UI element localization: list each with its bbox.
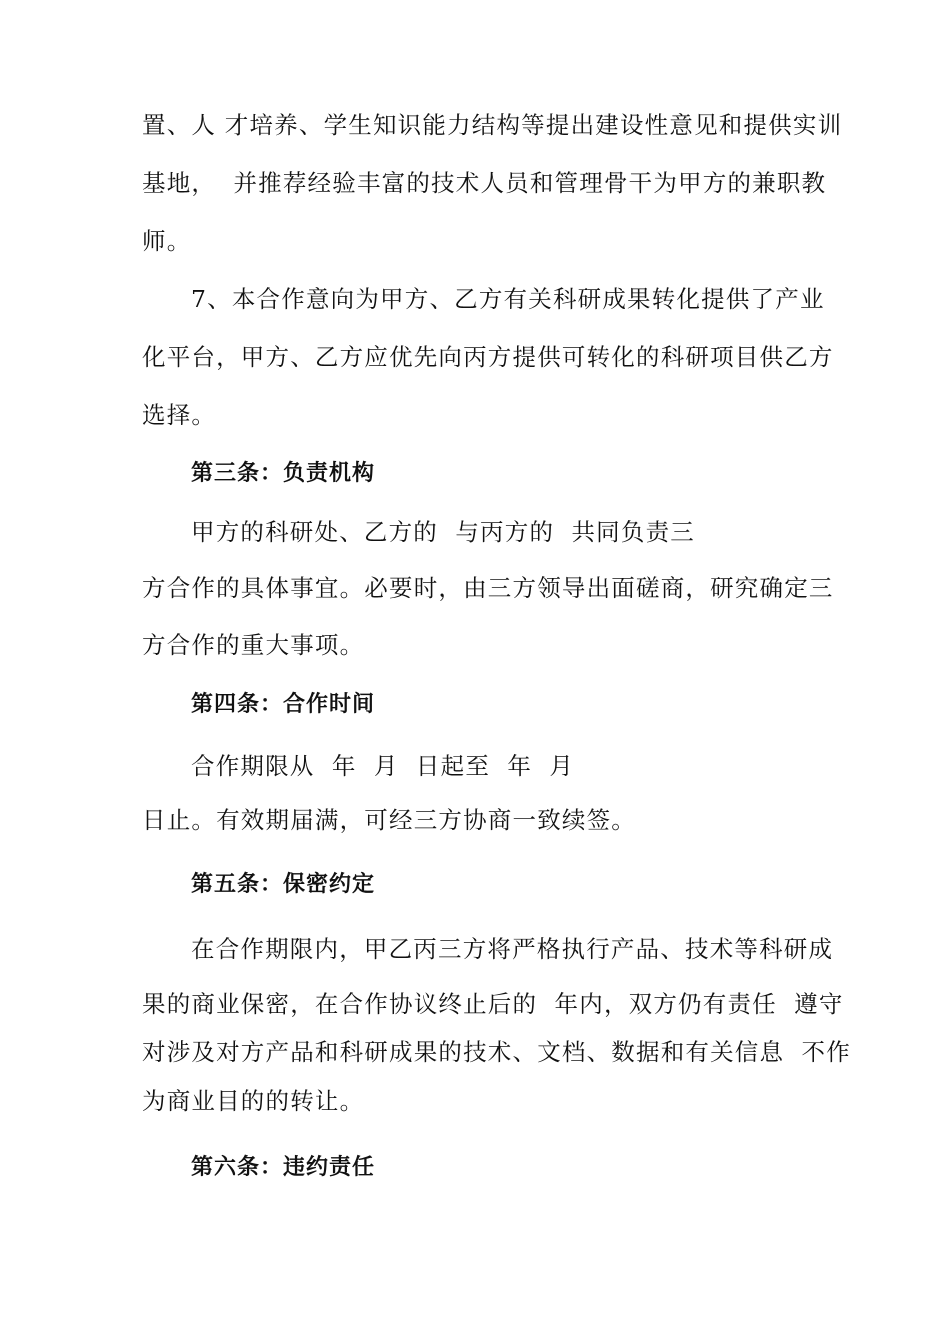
section-heading: 第三条：负责机构 xyxy=(191,461,376,486)
paragraph-line: 方合作的重大事项。 xyxy=(142,631,365,659)
paragraph-line: 选择。 xyxy=(142,401,217,429)
section-heading: 第四条：合作时间 xyxy=(191,692,376,717)
paragraph-line: 化平台，甲方、乙方应优先向丙方提供可转化的科研项目供乙方 xyxy=(142,343,834,371)
paragraph-line: 甲方的科研处、乙方的 与丙方的 共同负责三 xyxy=(191,518,695,546)
paragraph-line: 师。 xyxy=(142,227,192,255)
paragraph-line: 方合作的具体事宜。必要时，由三方领导出面磋商，研究确定三 xyxy=(142,574,834,602)
paragraph-line: 置、人 才培养、学生知识能力结构等提出建设性意见和提供实训 xyxy=(142,111,843,139)
paragraph-line: 为商业目的的转让。 xyxy=(142,1087,365,1115)
paragraph-line: 7、本合作意向为甲方、乙方有关科研成果转化提供了产业 xyxy=(191,285,825,313)
paragraph-line: 合作期限从 年 月 日起至 年 月 xyxy=(191,752,575,780)
section-heading: 第五条：保密约定 xyxy=(191,872,376,897)
paragraph-line: 日止。有效期届满，可经三方协商一致续签。 xyxy=(142,806,636,834)
section-heading: 第六条：违约责任 xyxy=(191,1155,376,1180)
paragraph-line: 基地， 并推荐经验丰富的技术人员和管理骨干为甲方的兼职教 xyxy=(142,169,827,197)
paragraph-line: 对涉及对方产品和科研成果的技术、文档、数据和有关信息 不作 xyxy=(142,1038,851,1066)
paragraph-line: 在合作期限内，甲乙丙三方将严格执行产品、技术等科研成 xyxy=(191,935,834,963)
paragraph-line: 果的商业保密，在合作协议终止后的 年内，双方仍有责任 遵守 xyxy=(142,990,844,1018)
